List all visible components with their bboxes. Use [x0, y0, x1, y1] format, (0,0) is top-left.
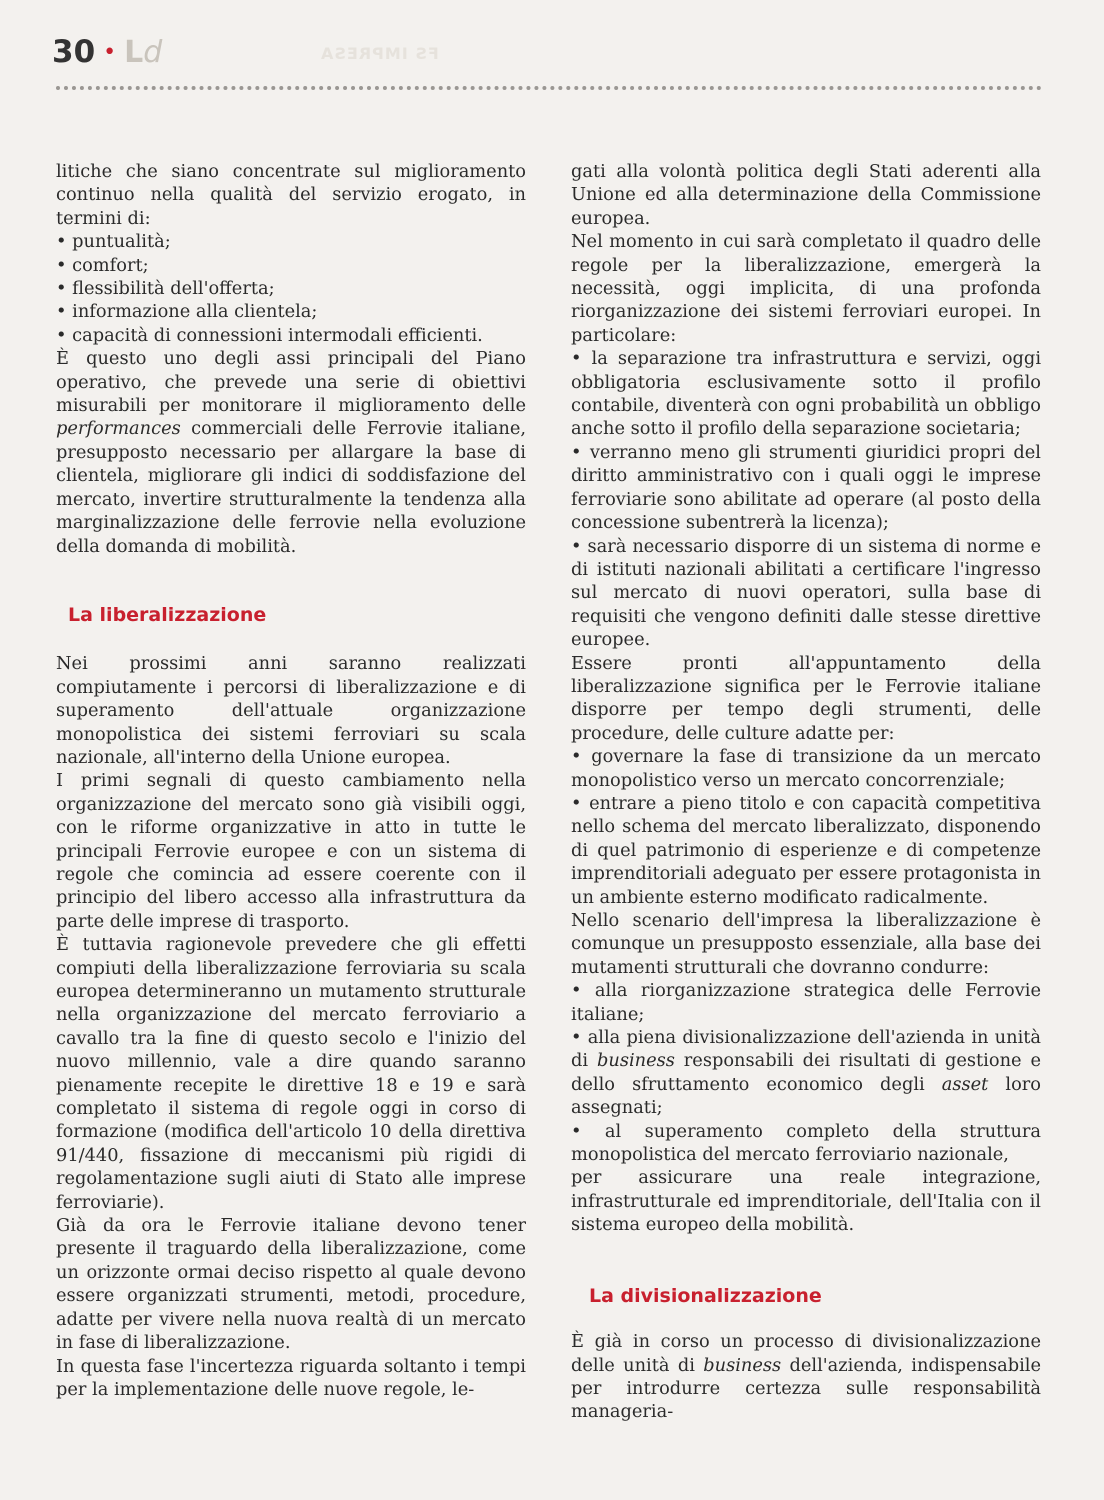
- paragraph: gati alla volontà politica degli Stati aderenti alla Unione ed alla determinazione della Commissione europea.: [571, 161, 1041, 229]
- right-column: [571, 160, 1041, 1424]
- logo-italic: d: [143, 34, 163, 70]
- list-item: • comfort;: [56, 254, 526, 277]
- list-item: • capacità di connessioni intermodali efficienti.: [56, 324, 526, 347]
- list-item: • puntualità;: [56, 230, 526, 253]
- text-run: È questo uno degli assi principali del Piano operativo, che prevede una serie di obiettivi misurabili per monitorare il miglioramento delle: [56, 348, 526, 417]
- paragraph: Nel momento in cui sarà completato il quadro delle regole per la liberalizzazione, emergerà la necessità, oggi implicita, di una profonda riorganizzazione dei sistemi ferroviari europei. In particolare:: [571, 231, 1041, 346]
- list-item: • al superamento completo della struttura monopolistica del mercato ferroviario nazionale,: [571, 1120, 1041, 1167]
- list-item: • flessibilità dell'offerta;: [56, 277, 526, 300]
- text-run: commerciali delle Ferrovie italiane, presupposto necessario per allargare la base di clientela, migliorare gli indici di soddisfazione del mercato, invertire strutturalmente la tendenza alla marginalizzazione delle ferrovie nella evoluzione della domanda di mobilità.: [56, 418, 526, 557]
- italic-term: performances: [56, 418, 181, 440]
- paragraph: [56, 347, 526, 558]
- text-run: responsabili dei risultati di gestione e dello sfruttamento economico degli: [571, 1050, 1041, 1095]
- list-item: • sarà necessario disporre di un sistema di norme e di istituti nazionali abilitati a certificare l'ingresso sul mercato di nuovi operatori, sulla base di requisiti che vengono definiti dalle stesse direttive europee.: [571, 535, 1041, 652]
- list-item: • entrare a pieno titolo e con capacità competitiva nello schema del mercato liberalizzato, disponendo di quel patrimonio di esperienze e di competenze imprenditoriali adeguato per essere protagonista in un ambiente esterno modificato radicalmente.: [571, 792, 1041, 909]
- text-run: È già in corso un processo di divisionalizzazione delle unità di: [571, 1331, 1041, 1376]
- list-item: • informazione alla clientela;: [56, 300, 526, 323]
- paragraph: Già da ora le Ferrovie italiane devono tener presente il traguardo della liberalizzazione, come un orizzonte ormai deciso rispetto al quale devono essere organizzati strumenti, metodi, procedure, adatte per vivere nella nuova realtà di un mercato in fase di liberalizzazione.: [56, 1215, 526, 1354]
- section-title: La liberalizzazione: [68, 603, 267, 626]
- italic-term: business: [597, 1050, 675, 1072]
- magazine-logo: [124, 35, 162, 70]
- paragraph: È tuttavia ragionevole prevedere che gli effetti compiuti della liberalizzazione ferroviaria su scala europea determineranno un mutamento strutturale nella organizzazione del mercato ferroviario a cavallo tra la fine di questo secolo e l'inizio del nuovo millennio, vale a dire quando saranno pienamente recepite le direttive 18 e 19 e sarà completato il sistema di regole oggi in corso di formazione (modifica dell'articolo 10 della direttiva 91/440, fissazione di meccanismi più rigidi di regolamentazione sugli aiuti di Stato alle imprese ferroviarie).: [56, 934, 526, 1213]
- text-run: alla piena divisionalizzazione dell'azienda in unità di: [571, 1027, 1042, 1072]
- section-title: La divisionalizzazione: [589, 1284, 822, 1307]
- paragraph: litiche che siano concentrate sul miglioramento continuo nella qualità del servizio erogato, in termini di:: [56, 161, 526, 229]
- header-bullet: •: [103, 39, 117, 65]
- paragraph: I primi segnali di questo cambiamento nella organizzazione del mercato sono già visibili oggi, con le riforme organizzative in atto in tutte le principali Ferrovie europee e con un sistema di regole che comincia ad essere coerente con il principio del libero accesso alla infrastruttura da parte delle imprese di trasporto.: [56, 770, 526, 932]
- list-item: • governare la fase di transizione da un mercato monopolistico verso un mercato concorrenziale;: [571, 745, 1041, 792]
- paragraph: [571, 1330, 1041, 1424]
- paragraph: Nello scenario dell'impresa la liberalizzazione è comunque un presupposto essenziale, alla base dei mutamenti strutturali che dovranno condurre:: [571, 910, 1041, 978]
- list-item: [571, 1026, 1041, 1120]
- paragraph: Nei prossimi anni saranno realizzati compiutamente i percorsi di liberalizzazione e di superamento dell'attuale organizzazione monopolistica dei sistemi ferroviari su scala nazionale, all'interno della Unione europea.: [56, 653, 526, 768]
- list-item: • verranno meno gli strumenti giuridici propri del diritto amministrativo con i quali oggi le imprese ferroviarie sono abilitate ad operare (al posto della concessione subentrerà la licenza);: [571, 441, 1041, 535]
- italic-term: asset: [941, 1073, 989, 1095]
- italic-term: business: [703, 1354, 782, 1376]
- text-run: loro assegnati;: [571, 1073, 1042, 1119]
- page-number: 30: [52, 34, 96, 70]
- paragraph: In questa fase l'incertezza riguarda soltanto i tempi per la implementazione delle nuove regole, le-: [56, 1355, 526, 1400]
- list-item: • la separazione tra infrastruttura e servizi, oggi obbligatoria esclusivamente sotto il profilo contabile, diventerà con ogni probabilità un obbligo anche sotto il profilo della separazione societaria;: [571, 347, 1041, 441]
- text-run: dell'azienda, indispensabile per introdurre certezza sulle responsabilità manageria-: [571, 1354, 1041, 1423]
- list-item: • alla riorganizzazione strategica delle Ferrovie italiane;: [571, 979, 1041, 1026]
- logo-letter: L: [124, 34, 144, 70]
- dotted-divider: [56, 86, 1042, 90]
- page-header: [52, 34, 162, 70]
- mirror-text: FS IMPRESA: [320, 44, 439, 63]
- paragraph: per assicurare una reale integrazione, infrastrutturale ed imprenditoriale, dell'Italia con il sistema europeo della mobilità.: [571, 1167, 1041, 1236]
- paragraph: Essere pronti all'appuntamento della liberalizzazione significa per le Ferrovie italiane disporre per tempo degli strumenti, delle procedure, delle culture adatte per:: [571, 652, 1041, 744]
- left-column: [56, 160, 526, 1401]
